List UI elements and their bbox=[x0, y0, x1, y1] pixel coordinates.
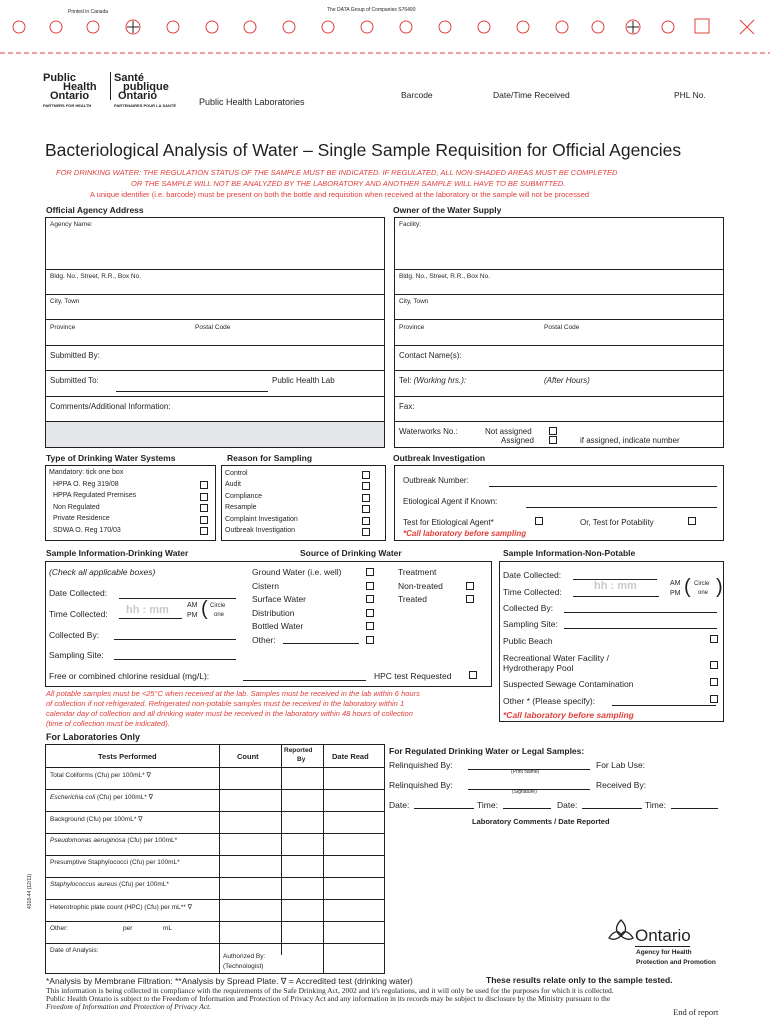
source-surface-checkbox[interactable] bbox=[366, 595, 374, 603]
reason-control-checkbox[interactable] bbox=[362, 471, 370, 479]
agency-street-field[interactable]: Bldg. No., Street, R.R., Box No. bbox=[45, 269, 385, 295]
test-agent-checkbox[interactable] bbox=[535, 517, 543, 525]
types-box: Mandatory: tick one box HPPA O. Reg 319/08 HPPA Regulated Premises Non Regulated Private Residence SDWA O. Reg 170/03 bbox=[45, 465, 216, 541]
test-label: Heterotrophic plate count (HPC) (Cfu) per mL** ∇ bbox=[50, 904, 192, 911]
relinquished-2-label: Relinquished By: bbox=[389, 780, 453, 790]
test-label: Staphylococcus aureus (Cfu) per 100mL* bbox=[50, 881, 169, 888]
other-ml-label: mL bbox=[163, 925, 173, 932]
agency-name-field[interactable]: Agency Name: bbox=[45, 217, 385, 270]
table-row bbox=[46, 943, 384, 965]
form-number: 4318-44 (12/11) bbox=[27, 873, 33, 909]
submitted-to-field[interactable]: Submitted To: Public Health Lab bbox=[45, 370, 385, 397]
agency-province-field[interactable]: Province Postal Code bbox=[45, 319, 385, 346]
outbreak-box: Outbreak Number: Etiological Agent if Known: Test for Etiological Agent* Or, Test for Potability *Call laboratory before sampling bbox=[394, 465, 724, 541]
tel-field[interactable]: Tel: (Working hrs.): (After Hours) bbox=[394, 370, 724, 397]
warning-line-3: A unique identifier (i.e. barcode) must be present on both the bottle and requisition when received at the laboratory or the sample will not be processed bbox=[90, 190, 590, 199]
legal-time-1: Time: bbox=[477, 800, 498, 810]
other-nonpotable-checkbox[interactable] bbox=[710, 695, 718, 703]
other-per-label: per bbox=[123, 925, 133, 932]
outbreak-heading: Outbreak Investigation bbox=[393, 453, 486, 463]
source-heading: Source of Drinking Water bbox=[300, 548, 402, 558]
test-label: Pseudomonas aeruginosa (Cfu) per 100mL* bbox=[50, 837, 178, 844]
table-row bbox=[46, 811, 384, 833]
lab-comments-label: Laboratory Comments / Date Reported bbox=[472, 817, 610, 826]
type-170-checkbox[interactable] bbox=[200, 527, 208, 535]
agency-line-1: Agency for Health bbox=[636, 949, 692, 956]
source-ground-checkbox[interactable] bbox=[366, 568, 374, 576]
trillium-icon bbox=[606, 916, 636, 942]
reason-outbreak-checkbox[interactable] bbox=[362, 528, 370, 536]
owner-street-field[interactable]: Bldg. No., Street, R.R., Box No. bbox=[394, 269, 724, 295]
test-label: Total Coliforms (Cfu) per 100mL* ∇ bbox=[50, 772, 151, 779]
warning-line-2: OR THE SAMPLE WILL NOT BE ANALYZED BY THE LABORATORY AND ANOTHER SAMPLE WILL HAVE TO BE SUBMITTED. bbox=[131, 179, 566, 188]
table-row bbox=[46, 767, 384, 789]
table-row bbox=[46, 877, 384, 899]
printed-in-canada: Printed in Canada bbox=[68, 9, 109, 15]
registration-strip bbox=[0, 14, 770, 58]
warning-line-1: FOR DRINKING WATER: THE REGULATION STATUS OF THE SAMPLE MUST BE INDICATED. IF REGULATED, ALL NON-SHADED AREAS MUST BE COMPLETED bbox=[56, 168, 618, 177]
company-note: The DATA Group of Companies S76490 bbox=[327, 7, 416, 13]
results-note: These results relate only to the sample tested. bbox=[486, 975, 673, 985]
reason-resample-checkbox[interactable] bbox=[362, 505, 370, 513]
table-row bbox=[46, 921, 384, 943]
type-nonreg-checkbox[interactable] bbox=[200, 504, 208, 512]
reason-complaint-checkbox[interactable] bbox=[362, 517, 370, 525]
agency-heading: Official Agency Address bbox=[46, 205, 144, 215]
for-lab-use-label: For Lab Use: bbox=[596, 760, 646, 770]
types-heading: Type of Drinking Water Systems bbox=[46, 453, 176, 463]
fax-field[interactable]: Fax: bbox=[394, 396, 724, 422]
contact-field[interactable]: Contact Name(s): bbox=[394, 345, 724, 371]
lab-heading: For Laboratories Only bbox=[46, 732, 141, 742]
sidw-box: (Check all applicable boxes) Date Collected: Time Collected: hh : mm AM PM ( Circle one Collected By: Sampling Site: Free or combined chlorine residual (mg/L): HPC test Requested Ground Water (i.e. well) Cistern Surface Water Distribution Bottled Water Other: Treatment Non-treated Treated bbox=[45, 561, 492, 687]
source-bottled-checkbox[interactable] bbox=[366, 622, 374, 630]
type-private-checkbox[interactable] bbox=[200, 516, 208, 524]
end-of-report: End of report bbox=[673, 1007, 719, 1017]
owner-city-field[interactable]: City, Town bbox=[394, 294, 724, 320]
pho-logo: Public Health Ontario Santé publique Ontario PARTNERS FOR HEALTH PARTENAIRES POUR LA SANTÉ bbox=[43, 72, 177, 108]
facility-field[interactable]: Facility: bbox=[394, 217, 724, 270]
sewage-checkbox[interactable] bbox=[710, 678, 718, 686]
comments-field[interactable]: Comments/Additional Information: bbox=[45, 396, 385, 422]
nontreated-checkbox[interactable] bbox=[466, 582, 474, 590]
test-label: Escherichia coli (Cfu) per 100mL* ∇ bbox=[50, 794, 153, 801]
table-row bbox=[46, 789, 384, 811]
type-premises-checkbox[interactable] bbox=[200, 493, 208, 501]
lab-name: Public Health Laboratories bbox=[199, 97, 305, 107]
sinp-heading: Sample Information-Non-Potable bbox=[503, 548, 636, 558]
footnote-3: Public Health Ontario is subject to the Freedom of Information and Protection of Privacy Act and any information in its records may be subject to disclosure by the Ministry pursuant to the bbox=[46, 994, 611, 1003]
footnote-1: *Analysis by Membrane Filtration: **Analysis by Spread Plate. ∇ = Accredited test (drinking water) bbox=[46, 976, 413, 986]
owner-province-field[interactable]: Province Postal Code bbox=[394, 319, 724, 346]
note-line-2: of collection if not refrigerated. Refrigerated non-potable samples must be received in the laboratory within 1 bbox=[46, 699, 405, 708]
test-label: Presumptive Staphylococci (Cfu) per 100mL* bbox=[50, 859, 180, 866]
ontario-wordmark: Ontario bbox=[635, 926, 691, 945]
note-line-3: calendar day of collection and all drinking water must be received in the laboratory within 48 hours of collection bbox=[46, 709, 413, 718]
phl-no-label: PHL No. bbox=[674, 90, 706, 100]
barcode-label: Barcode bbox=[401, 90, 433, 100]
note-line-4: (time of collection must be indicated). bbox=[46, 719, 170, 728]
footnote-4: Freedom of Information and Protection of Privacy Act. bbox=[46, 1002, 212, 1011]
print-name-label: (Print Name) bbox=[511, 769, 540, 775]
test-label: Background (Cfu) per 100mL* ∇ bbox=[50, 816, 143, 823]
table-row bbox=[46, 899, 384, 921]
recreational-checkbox[interactable] bbox=[710, 661, 718, 669]
received-by-label: Received By: bbox=[596, 780, 647, 790]
legal-time-2: Time: bbox=[645, 800, 666, 810]
reason-compliance-checkbox[interactable] bbox=[362, 494, 370, 502]
agency-line-2: Protection and Promotion bbox=[636, 959, 716, 966]
reason-heading: Reason for Sampling bbox=[227, 453, 313, 463]
test-label: Other: bbox=[50, 925, 69, 932]
datetime-received-label: Date/Time Received bbox=[493, 90, 570, 100]
agency-city-field[interactable]: City, Town bbox=[45, 294, 385, 320]
test-potability-checkbox[interactable] bbox=[688, 517, 696, 525]
page-title: Bacteriological Analysis of Water – Single Sample Requisition for Official Agencies bbox=[45, 140, 682, 160]
owner-heading: Owner of the Water Supply bbox=[393, 205, 502, 215]
source-other-checkbox[interactable] bbox=[366, 636, 374, 644]
legal-date-2: Date: bbox=[557, 800, 578, 810]
treated-checkbox[interactable] bbox=[466, 595, 474, 603]
assigned-checkbox[interactable] bbox=[549, 436, 557, 444]
reason-box: Control Audit Compliance Resample Complaint Investigation Outbreak Investigation bbox=[221, 465, 386, 541]
signature-label: (Signature) bbox=[512, 789, 537, 795]
legal-heading: For Regulated Drinking Water or Legal Samples: bbox=[389, 746, 585, 756]
table-row bbox=[46, 833, 384, 855]
test-label: Date of Analysis: bbox=[50, 947, 99, 954]
lab-table: Tests Performed Count Reported By Date Read Total Coliforms (Cfu) per 100mL* ∇ Escherichia coli (Cfu) per 100mL* ∇ Background (Cfu) per 100mL* ∇ Pseudomonas aeruginosa (Cfu) per 100mL* Presumptive Staphylococci (Cfu) per 100mL* Staphylococcus aureus (Cfu) per 100mL* Heterotrophic plate count (HPC) (Cfu) per mL** ∇ Other: per mL Date of Analysis: Authorized By: (Technologist) bbox=[45, 744, 385, 974]
note-line-1: All potable samples must be <25°C when received at the lab. Samples must be received in the lab within 6 hours bbox=[46, 689, 420, 698]
source-cistern-checkbox[interactable] bbox=[366, 582, 374, 590]
reason-audit-checkbox[interactable] bbox=[362, 482, 370, 490]
relinquished-1-label: Relinquished By: bbox=[389, 760, 453, 770]
beach-checkbox[interactable] bbox=[710, 635, 718, 643]
waterworks-field[interactable]: Waterworks No.: Not assigned Assigned if assigned, indicate number bbox=[394, 421, 724, 448]
table-row bbox=[46, 855, 384, 877]
comments-extra-field[interactable] bbox=[45, 421, 385, 448]
type-319-checkbox[interactable] bbox=[200, 481, 208, 489]
footnote-2: This information is being collected in compliance with the requirements of the Safe Drinking Act, 2002 and it's regulations, and it will only be used for the purposes for which it is collected. bbox=[46, 986, 614, 995]
legal-date-1: Date: bbox=[389, 800, 410, 810]
hpc-requested-checkbox[interactable] bbox=[469, 671, 477, 679]
sidw-heading: Sample Information-Drinking Water bbox=[46, 548, 189, 558]
submitted-by-field[interactable]: Submitted By: bbox=[45, 345, 385, 371]
not-assigned-checkbox[interactable] bbox=[549, 427, 557, 435]
source-distribution-checkbox[interactable] bbox=[366, 609, 374, 617]
sinp-box: Date Collected: Time Collected: hh : mm AM PM ( Circle one ) Collected By: Sampling Site: Public Beach Recreational Water Facility / Hydrotherapy Pool Suspected Sewage Contamination Other * (Please specify): *Call laboratory before sampling bbox=[499, 561, 724, 722]
